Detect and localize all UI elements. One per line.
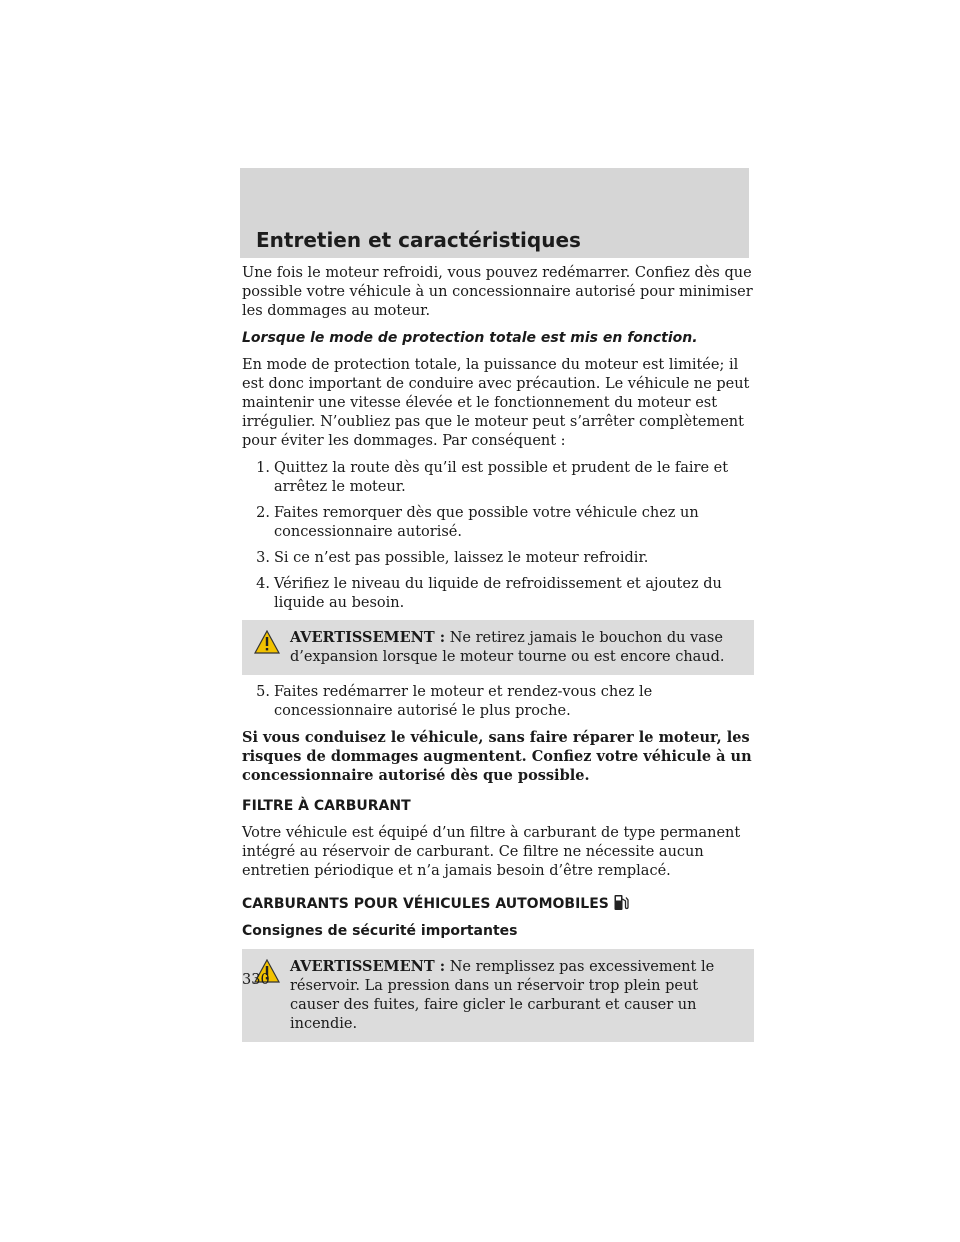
page-number: 330	[242, 972, 270, 988]
list-item: 5. Faites redémarrer le moteur et rendez-vous chez le concessionnaire autorisé le plus proche.	[256, 684, 653, 719]
warning-label: AVERTISSEMENT :	[290, 958, 446, 975]
bold-notice: Si vous conduisez le véhicule, sans faire réparer le moteur, les risques de dommages augmentent. Confiez votre véhicule à un concessionnaire autorisé dès que possible.	[242, 729, 752, 784]
warning-triangle-icon	[254, 630, 280, 654]
section-title: Entretien et caractéristiques	[256, 228, 581, 252]
list-item: 3. Si ce n’est pas possible, laissez le moteur refroidir.	[256, 550, 649, 566]
list-item: 2. Faites remorquer dès que possible votre véhicule chez un concessionnaire autorisé.	[256, 505, 699, 540]
warning-text: Ne retirez jamais le bouchon du vase d’expansion lorsque le moteur tourne ou est encore chaud.	[290, 630, 725, 665]
page-content	[242, 264, 754, 1050]
protection-mode-subheading: Lorsque le mode de protection totale est mis en fonction.	[242, 330, 698, 346]
protection-mode-paragraph: En mode de protection totale, la puissance du moteur est limitée; il est donc important de conduire avec précaution. Le véhicule ne peut maintenir une vitesse élevée et le fonctionnement du moteur est irrégulier. N’oubliez pas que le moteur peut s’arrêter complètement pour éviter les dommages. Par conséquent :	[242, 357, 750, 449]
fuels-heading-text: CARBURANTS POUR VÉHICULES AUTOMOBILES	[242, 896, 609, 912]
warning-box-coolant	[242, 620, 754, 675]
section-header-band	[240, 168, 749, 258]
warning-label: AVERTISSEMENT :	[290, 629, 446, 646]
fuel-filter-paragraph: Votre véhicule est équipé d’un filtre à carburant de type permanent intégré au réservoir de carburant. Ce filtre ne nécessite aucun entretien périodique et n’a jamais besoin d’être remplacé.	[242, 825, 741, 879]
procedure-steps	[242, 459, 754, 613]
intro-paragraph: Une fois le moteur refroidi, vous pouvez redémarrer. Confiez dès que possible votre véhicule à un concessionnaire autorisé pour minimiser les dommages au moteur.	[242, 265, 753, 319]
fuel-filter-heading: FILTRE À CARBURANT	[242, 798, 411, 814]
fuel-pump-icon	[613, 893, 629, 911]
list-item: 4. Vérifiez le niveau du liquide de refroidissement et ajoutez du liquide au besoin.	[256, 576, 722, 611]
fuels-heading	[242, 893, 754, 914]
safety-subheading: Consignes de sécurité importantes	[242, 923, 518, 939]
procedure-step-5	[242, 683, 754, 721]
list-item: 1. Quittez la route dès qu’il est possible et prudent de le faire et arrêtez le moteur.	[256, 460, 729, 495]
warning-box-overfill	[242, 949, 754, 1042]
warning-text: Ne remplissez pas excessivement le réservoir. La pression dans un réservoir trop plein peut causer des fuites, faire gicler le carburant et causer un incendie.	[290, 959, 715, 1032]
warning-content	[246, 957, 744, 1034]
